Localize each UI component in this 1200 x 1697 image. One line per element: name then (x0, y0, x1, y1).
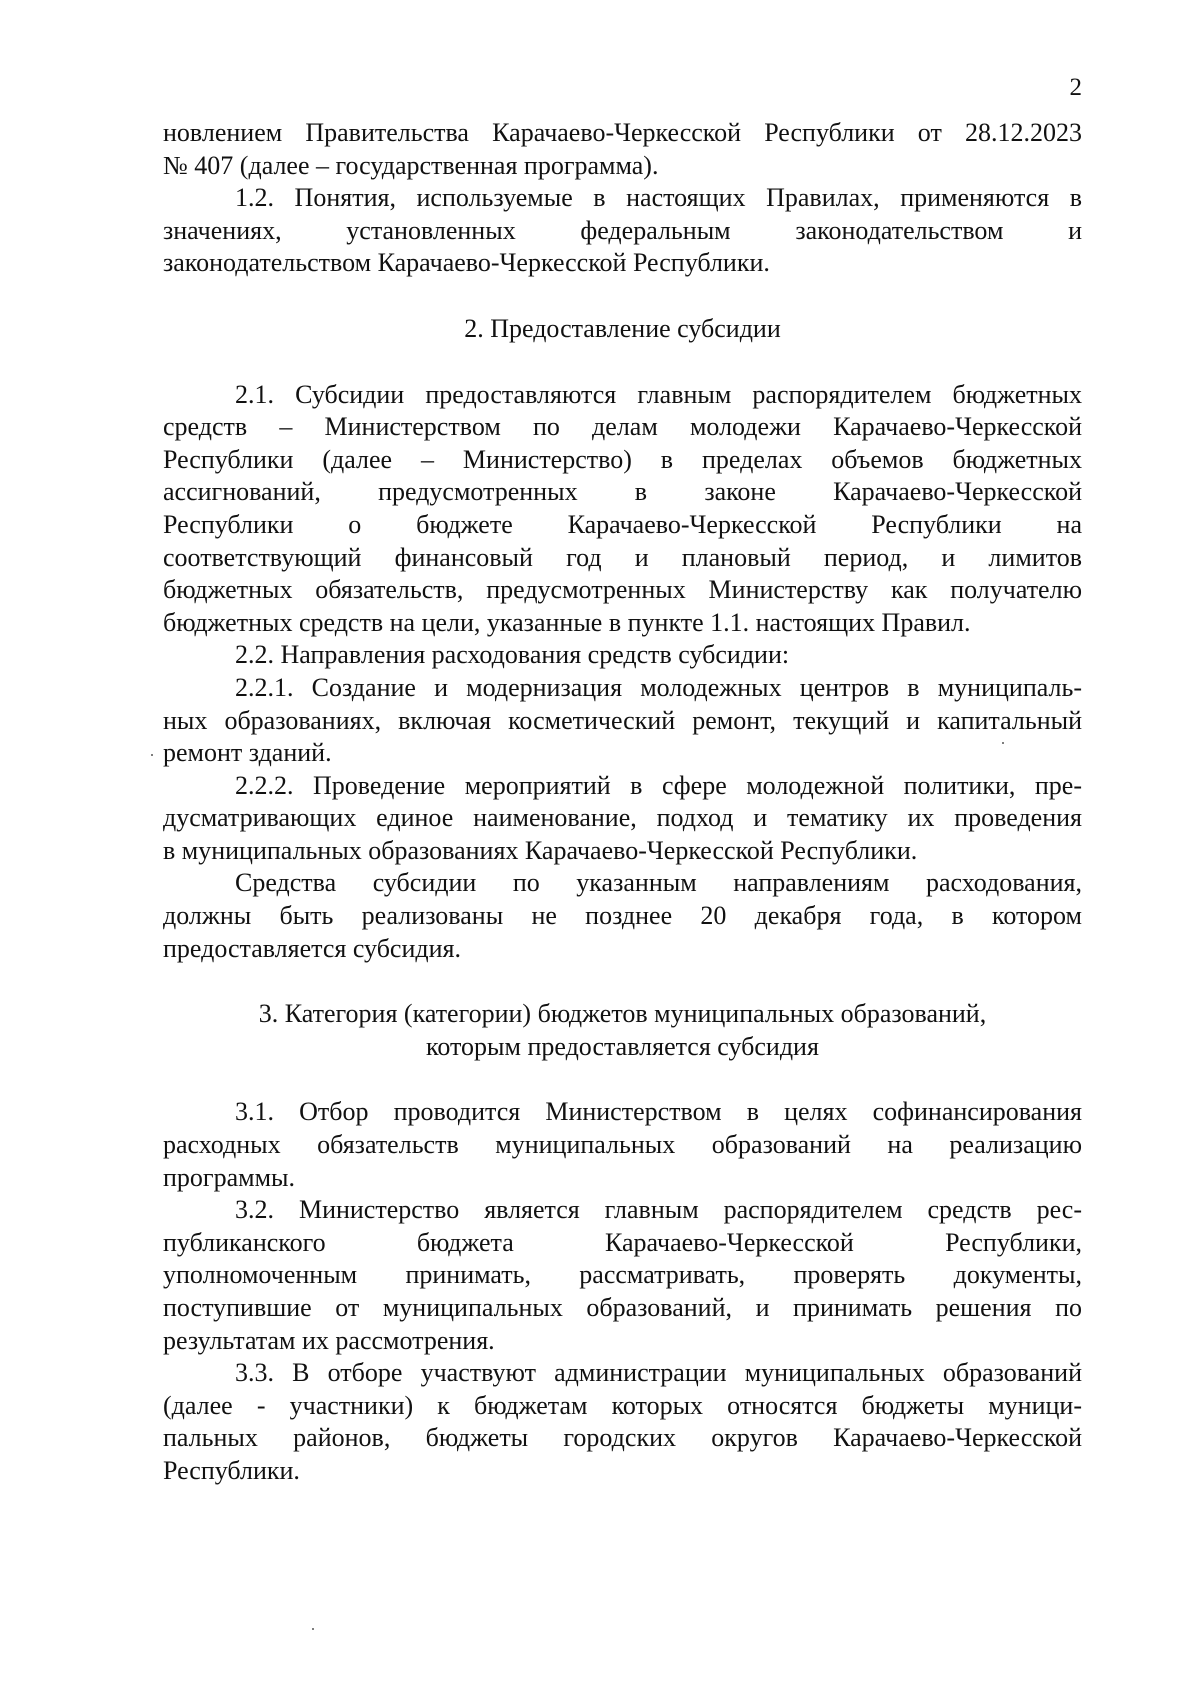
text-line: ассигнований, предусмотренных в законе Карачаево-Черкесской (163, 477, 1082, 507)
text-line: законодательством Карачаево-Черкесской Республики. (163, 248, 770, 278)
text-line: предоставляется субсидия. (163, 933, 461, 963)
text-line: соответствующий финансовый год и плановый период, и лимитов (163, 542, 1082, 572)
spacer (163, 346, 1082, 379)
text-line: программы. (163, 1162, 295, 1192)
text-line: 2.2.2. Проведение мероприятий в сфере молодежной политики, пре- (235, 770, 1082, 800)
text-line: уполномоченным принимать, рассматривать, проверять документы, (163, 1260, 1082, 1290)
text-line: Республики о бюджете Карачаево-Черкесской Республики на (163, 509, 1082, 539)
scan-speck (151, 754, 153, 756)
text-line: бюджетных обязательств, предусмотренных Министерству как получателю (163, 575, 1082, 605)
text-line: дусматривающих единое наименование, подход и тематику их проведения (163, 803, 1082, 833)
text-line: 2.2. Направления расходования средств субсидии: (235, 640, 790, 670)
text-line: 3.3. В отборе участвуют администрации муниципальных образований (235, 1358, 1082, 1388)
text-line: пальных районов, бюджеты городских округов Карачаево-Черкесской (163, 1423, 1082, 1453)
text-line: Средства субсидии по указанным направлениям расходования, (235, 868, 1082, 898)
text-line: ремонт зданий. (163, 738, 332, 768)
text-line: бюджетных средств на цели, указанные в пункте 1.1. настоящих Правил. (163, 607, 971, 637)
section-heading-3-cont: которым предоставляется субсидия (426, 1031, 819, 1061)
spacer (163, 965, 1082, 998)
text-line: (далее - участники) к бюджетам которых относятся бюджеты муници- (163, 1390, 1082, 1420)
text-line: расходных обязательств муниципальных образований на реализацию (163, 1130, 1082, 1160)
text-line: 2.2.1. Создание и модернизация молодежных центров в муниципаль- (235, 672, 1082, 702)
page-number: 2 (1069, 74, 1082, 101)
text-line: Республики (далее – Министерство) в пределах объемов бюджетных (163, 444, 1082, 474)
text-line: публиканского бюджета Карачаево-Черкесской Республики, (163, 1227, 1082, 1257)
text-line: результатам их рассмотрения. (163, 1325, 495, 1355)
text-line: значениях, установленных федеральным законодательством и (163, 215, 1082, 245)
text-line: 2.1. Субсидии предоставляются главным распорядителем бюджетных (235, 379, 1082, 409)
text-line: новлением Правительства Карачаево-Черкесской Республики от 28.12.2023 (163, 118, 1082, 147)
text-line: 1.2. Понятия, используемые в настоящих Правилах, применяются в (235, 183, 1082, 213)
text-line: 3.2. Министерство является главным распорядителем средств рес- (235, 1195, 1082, 1225)
section-heading-3: 3. Категория (категории) бюджетов муниципальных образований, (258, 999, 987, 1029)
scan-speck (312, 1628, 314, 1630)
text-line: должны быть реализованы не позднее 20 декабря года, в котором (163, 901, 1082, 931)
text-line: средств – Министерством по делам молодежи Карачаево-Черкесской (163, 412, 1082, 442)
document-body (163, 117, 1082, 1488)
text-line: № 407 (далее – государственная программа). (163, 150, 659, 180)
scan-speck (1002, 742, 1004, 744)
text-line: в муниципальных образованиях Карачаево-Черкесской Республики. (163, 835, 918, 865)
section-heading-2: 2. Предоставление субсидии (464, 313, 781, 343)
text-line: ных образованиях, включая косметический ремонт, текущий и капитальный (163, 705, 1082, 735)
spacer (163, 280, 1082, 313)
spacer (163, 1063, 1082, 1096)
text-line: 3.1. Отбор проводится Министерством в целях софинансирования (235, 1097, 1082, 1127)
text-line: Республики. (163, 1455, 300, 1485)
text-line: поступившие от муниципальных образований, и принимать решения по (163, 1293, 1082, 1322)
